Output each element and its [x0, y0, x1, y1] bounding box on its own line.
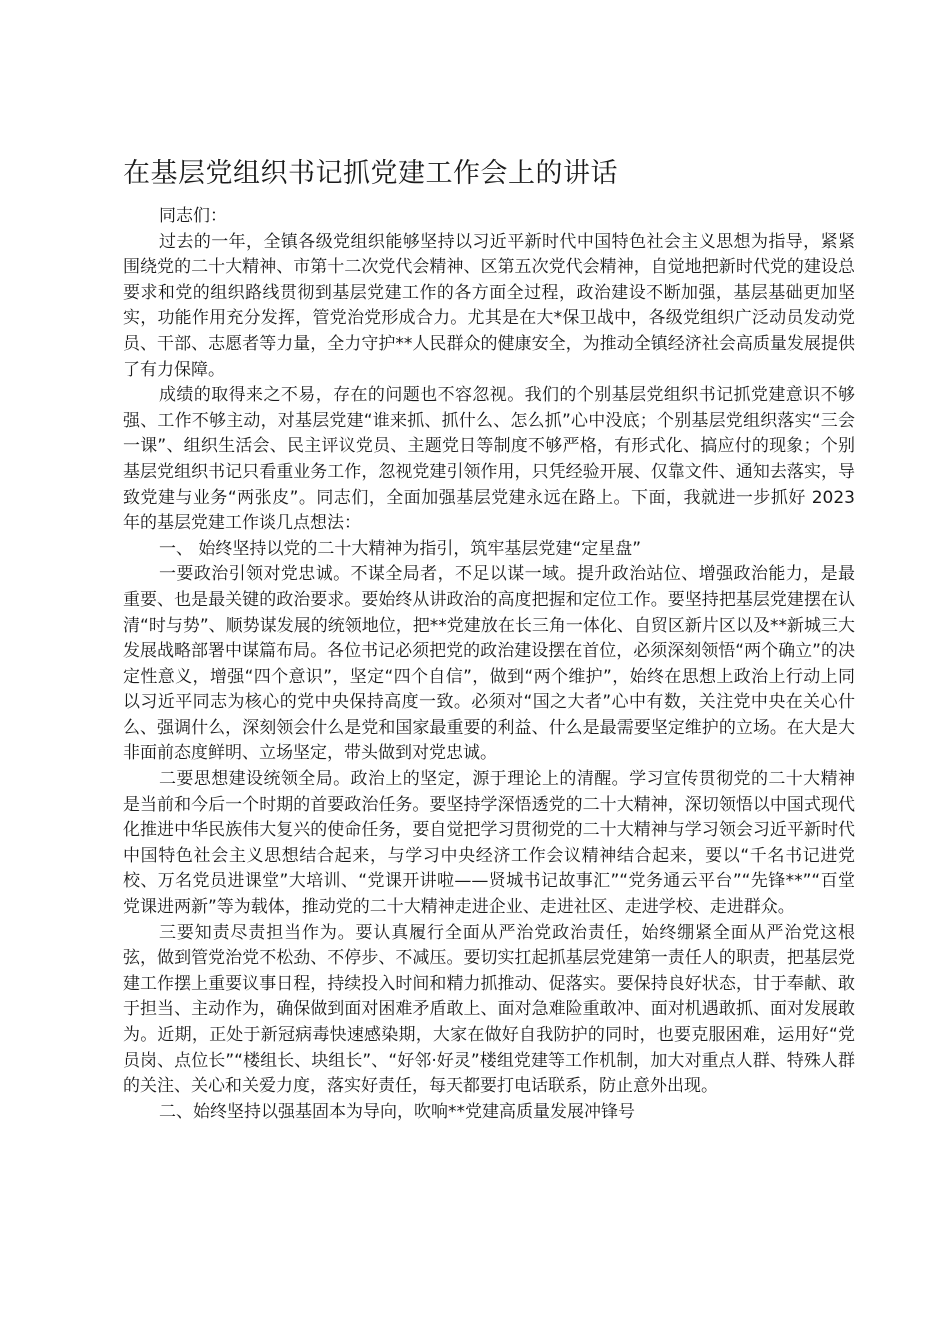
section-1-heading: 一、 始终坚持以党的二十大精神为指引，筑牢基层党建“定星盘”: [159, 538, 642, 559]
paragraph-intro: 过去的一年，全镇各级党组织能够坚持以习近平新时代中国特色社会主义思想为指导，紧紧围绕党的二十大精神、市第十二次党代会精神、区第五次党代会精神，自觉地把新时代党的建设总要求和党的组织路线贯彻到基层党建工作的各方面全过程，政治建设不断加强，基层基础更加坚实，功能作用充分发挥，管党治党形成合力。尤其是在大*保卫战中，各级党组织广泛动员发动党员、干部、志愿者等力量，全力守护**人民群众的健康安全，为推动全镇经济社会高质量发展提供了有力保障。: [123, 231, 855, 380]
section-2-heading: 二、始终坚持以强基固本为导向，吹响**党建高质量发展冲锋号: [159, 1101, 635, 1122]
document-page: [123, 150, 855, 1125]
section-1-paragraph-1: 一要政治引领对党忠诚。不谋全局者，不足以谋一域。提升政治站位、增强政治能力，是最重要、也是最关键的政治要求。要始终从讲政治的高度把握和定位工作。要坚持把基层党建摆在认清“时与势”、顺势谋发展的统领地位，把**党建放在长三角一体化、自贸区新片区以及**新城三大发展战略部署中谋篇布局。各位书记必须把党的政治建设摆在首位，必须深刻领悟“两个确立”的决定性意义，增强“四个意识”，坚定“四个自信”，做到“两个维护”，始终在思想上政治上行动上同以习近平同志为核心的党中央保持高度一致。必须对“国之大者”心中有数，关注党中央在关心什么、强调什么，深刻领会什么是党和国家最重要的利益、什么是最需要坚定维护的立场。在大是大非面前态度鲜明、立场坚定，带头做到对党忠诚。: [123, 564, 855, 764]
section-1-paragraph-3: 三要知责尽责担当作为。要认真履行全面从严治党政治责任，始终绷紧全面从严治党这根弦，做到管党治党不松劲、不停步、不减压。要切实扛起抓基层党建第一责任人的职责，把基层党建工作摆上重要议事日程，持续投入时间和精力抓推动、促落实。要保持良好状态，甘于奉献、敢于担当、主动作为，确保做到面对困难矛盾敢上、面对急难险重敢冲、面对机遇敢抓、面对发展敢为。近期，正处于新冠病毒快速感染期，大家在做好自我防护的同时，也要克服困难，运用好“党员岗、点位长”“楼组长、块组长”、“好邻·好灵”楼组党建等工作机制，加大对重点人群、特殊人群的关注、关心和关爱力度，落实好责任，每天都要打电话联系，防止意外出现。: [123, 922, 855, 1097]
greeting: 同志们：: [159, 206, 227, 226]
paragraph-problems: 成绩的取得来之不易，存在的问题也不容忽视。我们的个别基层党组织书记抓党建意识不够强、工作不够主动，对基层党建“谁来抓、抓什么、怎么抓”心中没底；个别基层党组织落实“三会一课”、组织生活会、民主评议党员、主题党日等制度不够严格，有形式化、搞应付的现象；个别基层党组织书记只看重业务工作，忽视党建引领作用，只凭经验开展、仅靠文件、通知去落实，导致党建与业务“两张皮”。同志们，全面加强基层党建永远在路上。下面，我就进一步抓好 2023 年的基层党建工作谈几点想法：: [123, 385, 855, 534]
document-title: 在基层党组织书记抓党建工作会上的讲话: [123, 158, 618, 189]
section-1-paragraph-2: 二要思想建设统领全局。政治上的坚定，源于理论上的清醒。学习宣传贯彻党的二十大精神是当前和今后一个时期的首要政治任务。要坚持学深悟透党的二十大精神，深切领悟以中国式现代化推进中华民族伟大复兴的使命任务，要自觉把学习贯彻党的二十大精神与学习领会习近平新时代中国特色社会主义思想结合起来，与学习中央经济工作会议精神结合起来，要以“千名书记进党校、万名党员进课堂”大培训、“党课开讲啦——贤城书记故事汇”“党务通云平台”“先锋**”“百堂党课进两新”等为载体，推动党的二十大精神走进企业、走进社区、走进学校、走进群众。: [123, 769, 855, 918]
